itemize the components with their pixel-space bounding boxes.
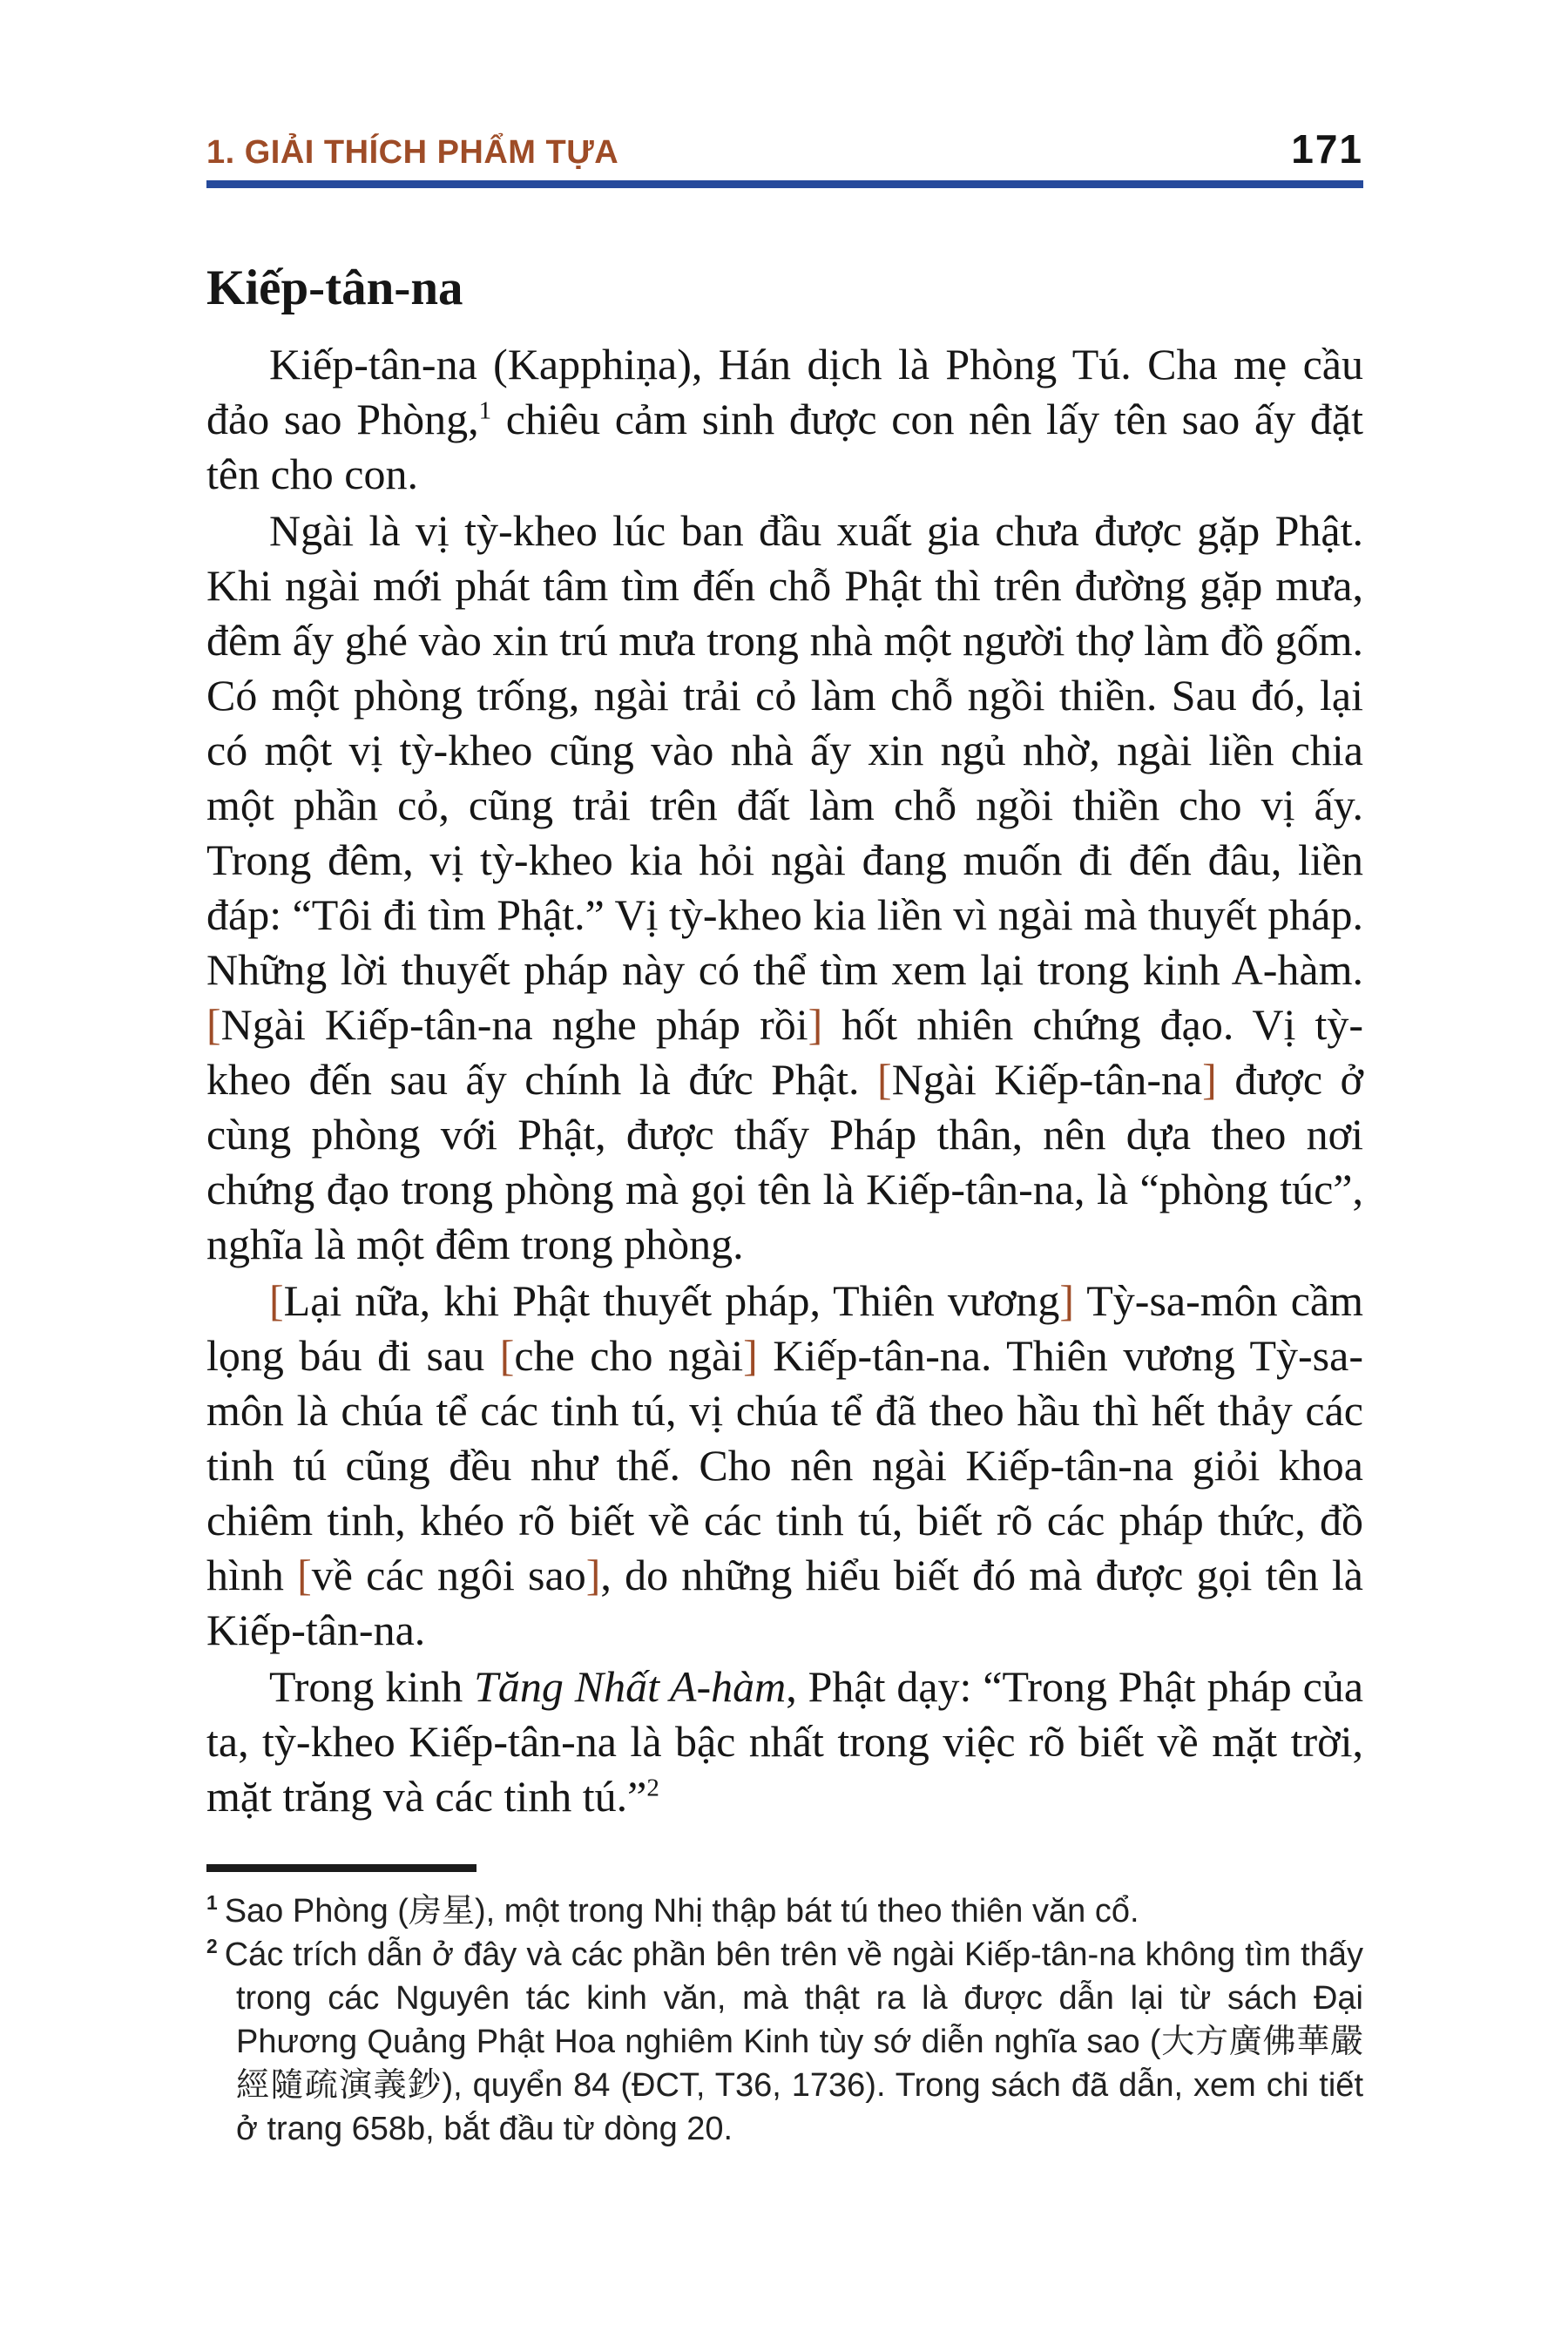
editorial-bracket: [ — [877, 1054, 892, 1104]
footnote-separator — [206, 1864, 476, 1872]
footnote-marker: 2 — [206, 1935, 218, 1958]
footnote — [206, 1889, 1363, 1933]
editorial-bracket: ] — [1059, 1275, 1075, 1325]
editorial-bracket: [ — [269, 1275, 284, 1325]
text-run: Kiếp-tân-na. Thiên vương Tỳ-sa-môn là chúa tể các tinh tú, vị chúa tể đã theo hầu thì hết thảy các tinh tú cũng đều như thế. Cho nên ngài Kiếp-tân-na giỏi khoa chiêm tinh, khéo rõ biết về các tinh tú, biết rõ các pháp thức, đồ hình — [206, 1330, 1363, 1599]
text-run: chiêu cảm sinh được con nên lấy tên sao ấy đặt tên cho con. — [206, 394, 1363, 498]
editorial-bracket: ] — [808, 999, 823, 1049]
text-run: che cho ngài — [514, 1330, 744, 1380]
paragraph — [206, 1274, 1363, 1658]
text-run: hốt nhiên chứng đạo. Vị tỳ-kheo đến sau ấy chính là đức Phật. — [206, 999, 1363, 1104]
footnote-reference: 2 — [646, 1774, 659, 1802]
footnote-text: Sao Phòng (房星), một trong Nhị thập bát tú theo thiên văn cổ. — [224, 1892, 1139, 1930]
footnote-text: Các trích dẫn ở đây và các phần bên trên về ngài Kiếp-tân-na không tìm thấy trong các Nguyên tác kinh văn, mà thật ra là được dẫn lại từ sách Đại Phương Quảng Phật Hoa nghiêm Kinh tùy sớ diễn nghĩa sao (大方廣佛華嚴經隨疏演義鈔), quyển 84 (ĐCT, T36, 1736). Trong sách đã dẫn, xem chi tiết ở trang 658b, bắt đầu từ dòng 20. — [224, 1936, 1363, 2147]
text-run: về các ngôi sao — [311, 1550, 586, 1599]
page-number: 171 — [1291, 126, 1363, 172]
editorial-bracket: ] — [585, 1550, 601, 1599]
paragraph — [206, 504, 1363, 1272]
text-run: Trong kinh — [269, 1661, 475, 1711]
text-run: Kiếp-tân-na (Kapphiṇa), Hán dịch là Phòng Tú. Cha mẹ cầu đảo sao Phòng, — [206, 339, 1363, 443]
text-run: Tỳ-sa-môn cầm lọng báu đi sau — [206, 1275, 1363, 1380]
footnotes — [206, 1889, 1363, 2151]
section-title: Kiếp-tân-na — [206, 260, 463, 315]
text-run: Lại nữa, khi Phật thuyết pháp, Thiên vương — [283, 1275, 1060, 1325]
editorial-bracket: [ — [206, 999, 221, 1049]
footnote-reference: 1 — [478, 396, 492, 425]
paragraph — [206, 1659, 1363, 1824]
footnote — [206, 1933, 1363, 2151]
footnote-marker: 1 — [206, 1891, 218, 1915]
paragraph — [206, 337, 1363, 502]
text-run: , do những hiểu biết đó mà được gọi tên là Kiếp-tân-na. — [206, 1550, 1363, 1654]
editorial-bracket: ] — [1202, 1054, 1217, 1104]
text-run: Ngài là vị tỳ-kheo lúc ban đầu xuất gia chưa được gặp Phật. Khi ngài mới phát tâm tìm đến chỗ Phật thì trên đường gặp mưa, đêm ấy ghé vào xin trú mưa trong nhà một người thợ làm đồ gốm. Có một phòng trống, ngài trải cỏ làm chỗ ngồi thiền. Sau đó, lại có một vị tỳ-kheo cũng vào nhà ấy xin ngủ nhờ, ngài liền chia một phần cỏ, cũng trải trên đất làm chỗ ngồi thiền cho vị ấy. Trong đêm, vị tỳ-kheo kia hỏi ngài đang muốn đi đến đâu, liền đáp: “Tôi đi tìm Phật.” Vị tỳ-kheo kia liền vì ngài mà thuyết pháp. Những lời thuyết pháp này có thể tìm xem lại trong kinh A-hàm. — [206, 505, 1363, 994]
body-text — [206, 337, 1363, 1824]
italic-text: Tăng Nhất A-hàm — [474, 1661, 787, 1711]
editorial-bracket: ] — [743, 1330, 758, 1380]
editorial-bracket: [ — [297, 1550, 312, 1599]
editorial-bracket: [ — [499, 1330, 515, 1380]
header-rule — [206, 180, 1363, 188]
text-run: Ngài Kiếp-tân-na — [891, 1054, 1203, 1104]
page-header — [206, 0, 1363, 172]
text-run: , Phật dạy: “Trong Phật pháp của ta, tỳ-kheo Kiếp-tân-na là bậc nhất trong việc rõ biết về mặt trời, mặt trăng và các tinh tú.” — [206, 1661, 1364, 1821]
page-content — [206, 0, 1363, 2151]
running-header: 1. GIẢI THÍCH PHẨM TỰA — [206, 134, 619, 171]
text-run: Ngài Kiếp-tân-na nghe pháp rồi — [220, 999, 808, 1049]
text-run: được ở cùng phòng với Phật, được thấy Pháp thân, nên dựa theo nơi chứng đạo trong phòng mà gọi tên là Kiếp-tân-na, là “phòng túc”, nghĩa là một đêm trong phòng. — [206, 1054, 1363, 1268]
